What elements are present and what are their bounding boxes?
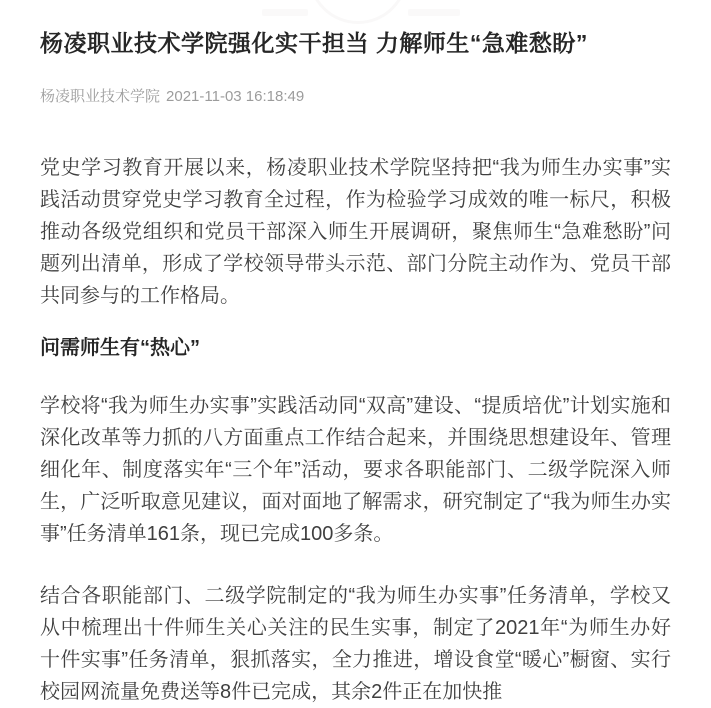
article-byline	[40, 86, 671, 107]
article-timestamp: 2021-11-03 16:18:49	[166, 88, 305, 105]
section-heading: 问需师生有“热心”	[40, 337, 200, 359]
watermark-icon	[308, 0, 408, 24]
paragraph-tasks: 学校将“我为师生办实事”实践活动同“双高”建设、“提质培优”计划实施和深化改革等力抓的八方面重点工作结合起来，并围绕思想建设年、管理细化年、制度落实年“三个年”活动，要求各职能部门、二级学院深入师生，广泛听取意见建议，面对面地了解需求，研究制定了“我为师生办实事”任务清单161条，现已完成100多条。	[40, 395, 671, 545]
article-source: 杨凌职业技术学院	[40, 88, 161, 105]
article-title: 杨凌职业技术学院强化实干担当 力解师生“急难愁盼”	[40, 30, 588, 56]
watermark-text-left	[262, 9, 308, 16]
article-body	[40, 152, 671, 708]
paragraph-intro: 党史学习教育开展以来，杨凌职业技术学院坚持把“我为师生办实事”实践活动贯穿党史学习教育全过程，作为检验学习成效的唯一标尺，积极推动各级党组织和党员干部深入师生开展调研，聚焦师生“急难愁盼”问题列出清单，形成了学校领导带头示范、部门分院主动作为、党员干部共同参与的工作格局。	[40, 157, 671, 307]
watermark-text-right	[408, 9, 460, 16]
paragraph-ten-deeds: 结合各职能部门、二级学院制定的“我为师生办实事”任务清单，学校又从中梳理出十件师生关心关注的民生实事，制定了2021年“为师生办好十件实事”任务清单，狠抓落实，全力推进，增设食堂“暖心”橱窗、实行校园网流量免费送等8件已完成，其余2件正在加快推	[40, 585, 671, 703]
